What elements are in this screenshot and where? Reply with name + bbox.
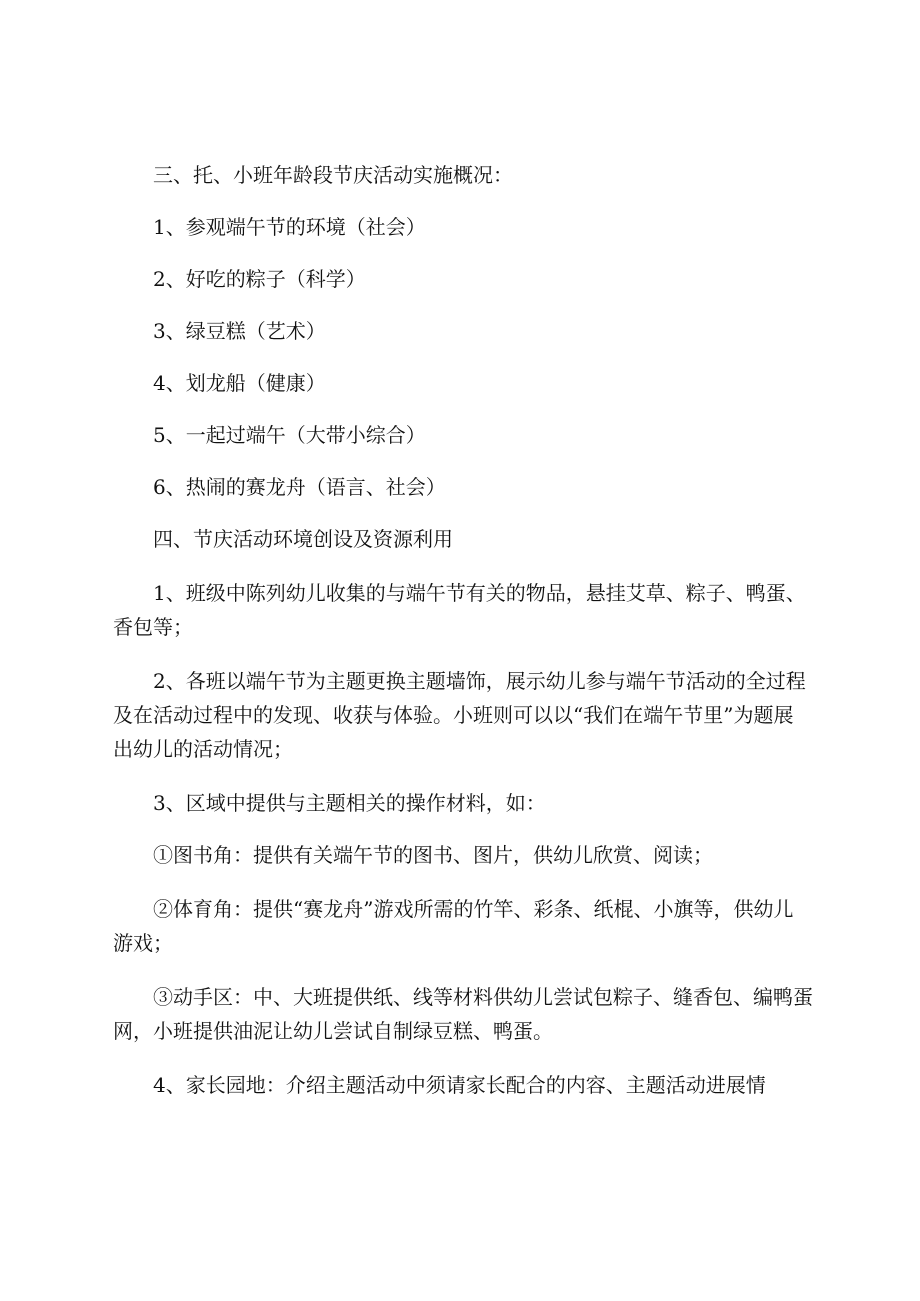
section-heading-implementation: 三、托、小班年龄段节庆活动实施概况： [153,163,513,187]
environment-subitem-handcraft-area: ③动手区：中、大班提供纸、线等材料供幼儿尝试包粽子、缝香包、编鸭蛋网，小班提供油泥让幼儿尝试自制绿豆糕、鸭蛋。 [113,985,813,1043]
environment-item-2: 2、各班以端午节为主题更换主题墙饰，展示幼儿参与端午节活动的全过程及在活动过程中的发现、收获与体验。小班则可以以“我们在端午节里”为题展出幼儿的活动情况； [113,669,806,761]
activity-item-1: 1、参观端午节的环境（社会） [153,215,426,239]
environment-item-3: 3、区域中提供与主题相关的操作材料，如： [153,791,546,815]
section-heading-environment: 四、节庆活动环境创设及资源利用 [153,527,453,551]
activity-item-3: 3、绿豆糕（艺术） [153,319,326,343]
environment-item-1: 1、班级中陈列幼儿收集的与端午节有关的物品，悬挂艾草、粽子、鸭蛋、香包等； [113,581,806,639]
activity-item-6: 6、热闹的赛龙舟（语言、社会） [153,475,446,499]
environment-item-4: 4、家长园地：介绍主题活动中须请家长配合的内容、主题活动进展情 [153,1073,766,1097]
environment-subitem-sports-corner: ②体育角：提供“赛龙舟”游戏所需的竹竿、彩条、纸棍、小旗等，供幼儿游戏； [113,897,794,955]
activity-item-5: 5、一起过端午（大带小综合） [153,423,426,447]
activity-item-4: 4、划龙船（健康） [153,371,326,395]
activity-item-2: 2、好吃的粽子（科学） [153,267,366,291]
document-body [113,158,813,1102]
environment-subitem-book-corner: ①图书角：提供有关端午节的图书、图片，供幼儿欣赏、阅读； [153,843,713,867]
